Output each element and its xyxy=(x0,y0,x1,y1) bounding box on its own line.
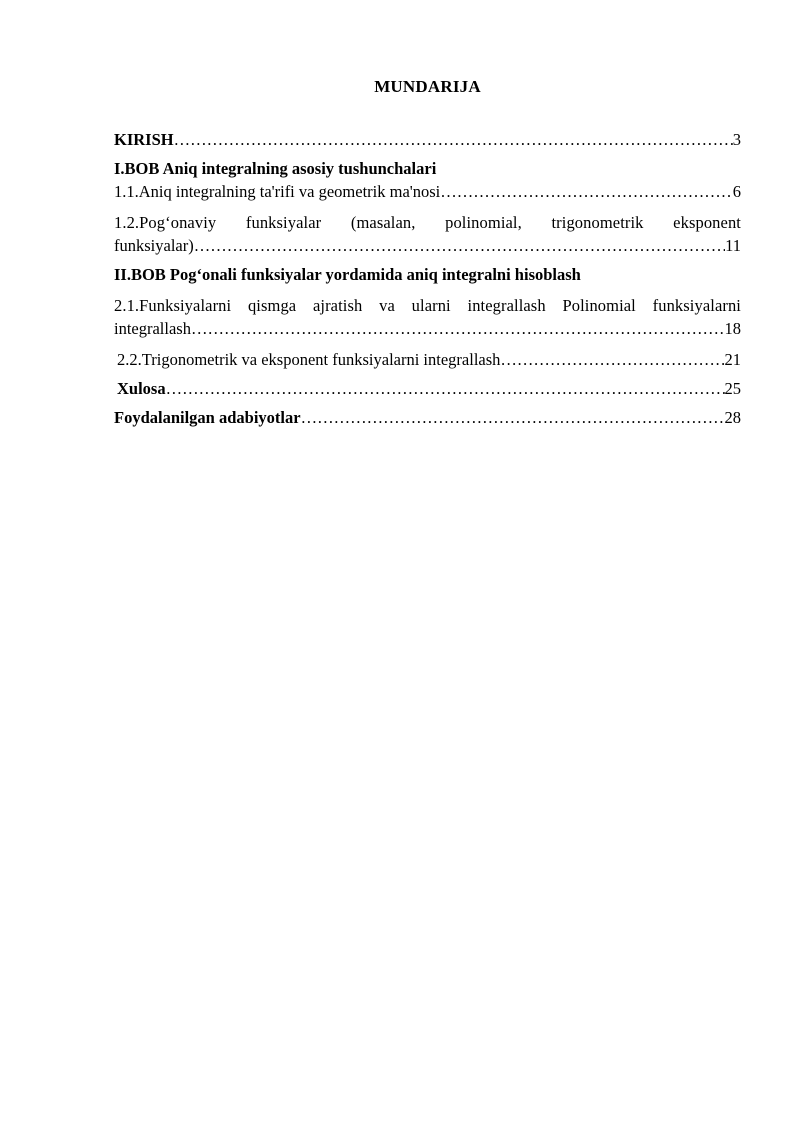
toc-page-number: 3 xyxy=(732,130,741,149)
toc-label-line2: integrallash xyxy=(114,319,191,338)
toc-label: KIRISH xyxy=(114,130,174,149)
toc-entry-1-1[interactable] xyxy=(114,180,741,203)
toc-page-number: 25 xyxy=(724,379,741,398)
toc-page-number: 21 xyxy=(724,350,741,369)
toc-page-number: 18 xyxy=(724,319,741,338)
toc-leader-dots xyxy=(194,234,725,257)
toc-label-line2: funksiyalar) xyxy=(114,236,194,255)
toc-entry-kirish[interactable] xyxy=(114,128,741,151)
toc-entry-adabiyotlar[interactable] xyxy=(114,406,741,429)
toc-leader-dots xyxy=(166,377,725,400)
toc-chapter-1-heading[interactable]: I.BOB Aniq integralning asosiy tushunchalari xyxy=(114,159,437,178)
toc-leader-dots xyxy=(174,128,733,151)
toc-label: 2.2.Trigonometrik va eksponent funksiyalarni integrallash xyxy=(117,350,501,369)
toc-entry-1-2[interactable] xyxy=(114,211,741,257)
toc-entry-2-1[interactable] xyxy=(114,294,741,340)
toc-page-number: 6 xyxy=(732,182,741,201)
toc-leader-dots xyxy=(191,317,725,340)
toc-entry-2-2[interactable] xyxy=(114,348,741,371)
toc-label: Foydalanilgan adabiyotlar xyxy=(114,408,301,427)
toc-entry-xulosa[interactable] xyxy=(114,377,741,400)
toc-label-line1: 1.2.Pog‘onaviy funksiyalar (masalan, polinomial, trigonometrik eksponent xyxy=(114,213,741,232)
toc-leader-dots xyxy=(440,180,733,203)
toc-label: Xulosa xyxy=(117,379,166,398)
toc-chapter-2-heading[interactable]: II.BOB Pog‘onali funksiyalar yordamida aniq integralni hisoblash xyxy=(114,265,581,284)
toc-leader-dots xyxy=(301,406,725,429)
toc-page-number: 11 xyxy=(725,236,741,255)
toc-label: 1.1.Aniq integralning ta'rifi va geometrik ma'nosi xyxy=(114,182,441,201)
toc-page-number: 28 xyxy=(724,408,741,427)
toc-leader-dots xyxy=(500,348,724,371)
table-of-contents xyxy=(114,128,741,429)
toc-label-line1: 2.1.Funksiyalarni qismga ajratish va ularni integrallash Polinomial funksiyalarni xyxy=(114,296,741,315)
page-title: MUNDARIJA xyxy=(374,77,481,96)
